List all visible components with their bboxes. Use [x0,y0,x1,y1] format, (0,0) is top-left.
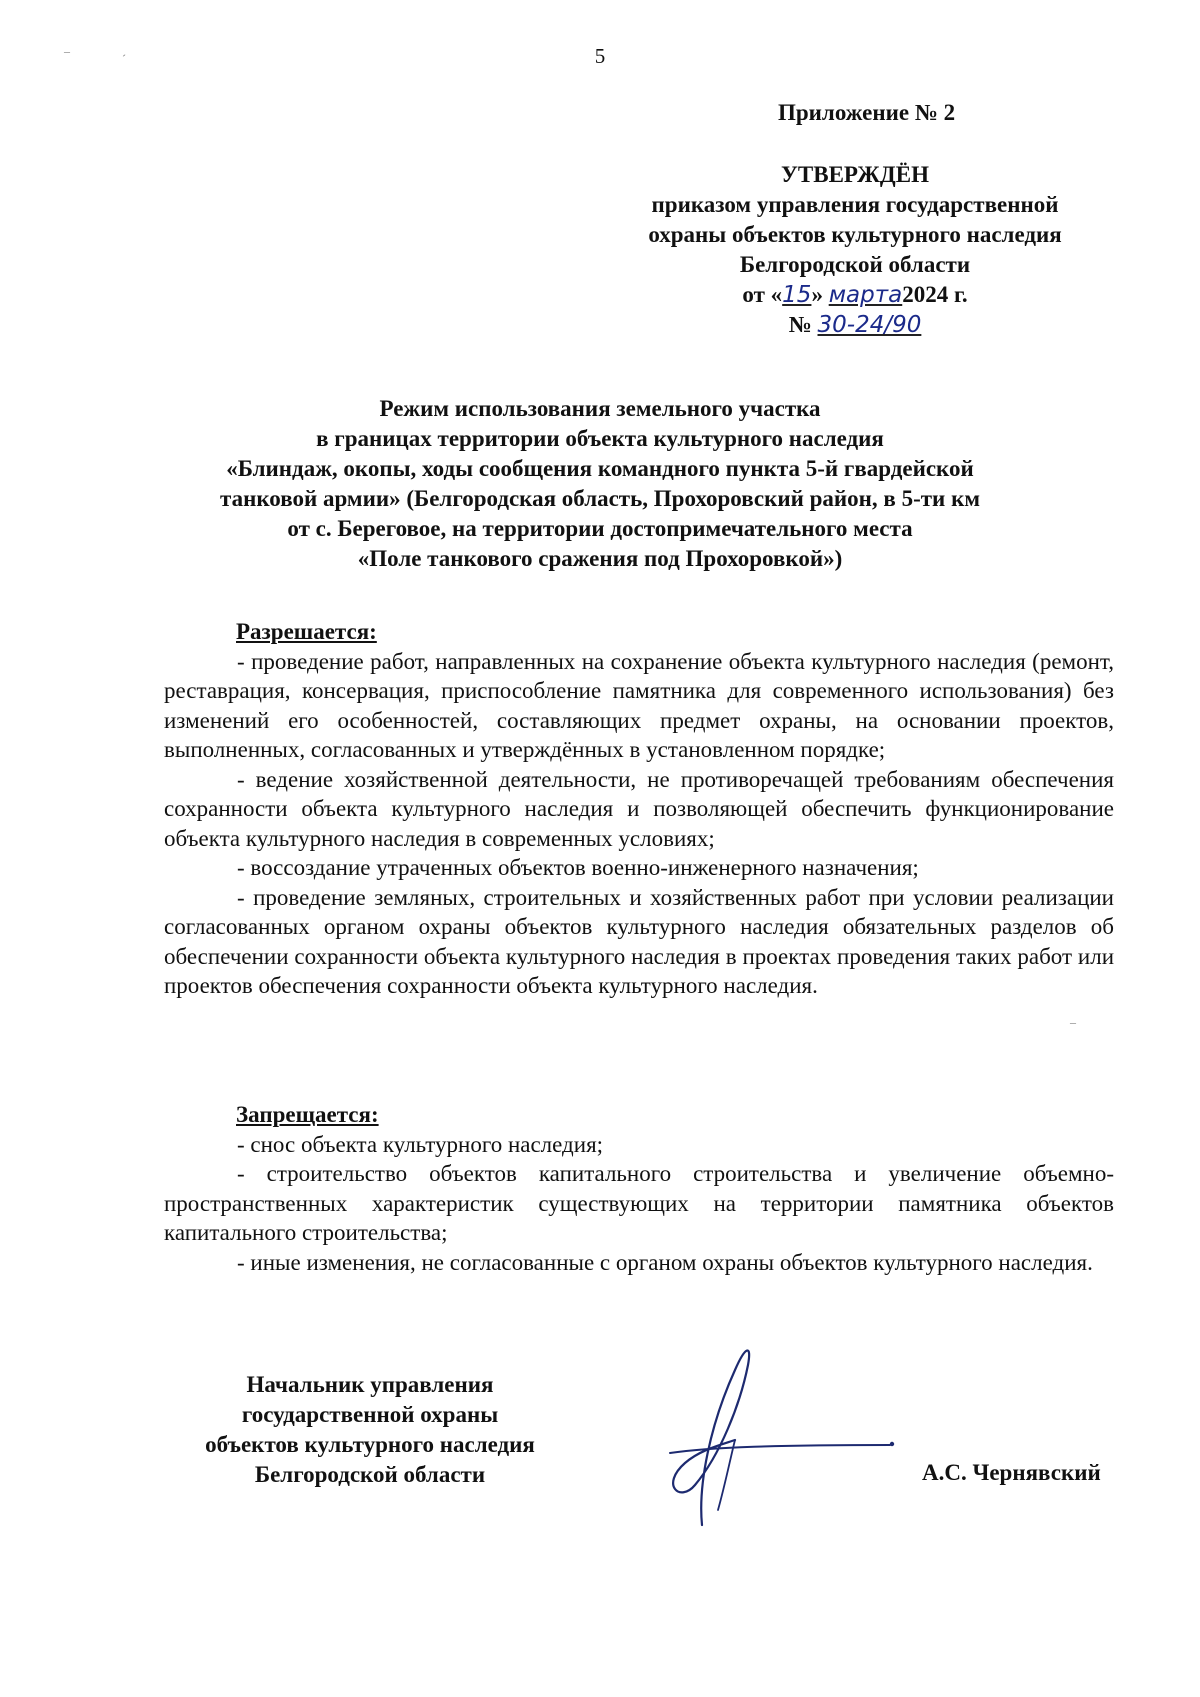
page-number: 5 [594,44,606,68]
title-line-4: танковой армии» (Белгородская область, Прохоровский район, в 5-ти км [220,486,980,511]
date-prefix: от « [742,282,783,307]
signatory-line-2: государственной охраны [241,1402,499,1427]
allowed-item: - ведение хозяйственной деятельности, не противоречащей требованиям обеспечения сохранности объекта культурного наследия и позволяющей обеспечить функционирование объекта культурного наследия в современных условиях; [164,766,1114,851]
forbidden-heading: Запрещается: [236,1102,379,1127]
handwritten-signature [640,1335,900,1535]
document-title [150,394,1050,574]
signatory-name: А.С. Чернявский [922,1460,1101,1485]
title-line-6: «Поле танкового сражения под Прохоровкой») [357,546,843,571]
scan-artifact: ˊ [122,52,126,66]
approval-line-1: приказом управления государственной [651,192,1059,217]
number-value: 30-24/90 [817,312,922,338]
approval-date [610,280,1100,310]
allowed-item: - проведение земляных, строительных и хозяйственных работ при условии реализации согласованных органом охраны объектов культурного наследия обязательных разделов об обеспечении сохранности объекта культурного наследия в проектах проведения таких работ или проектов обеспечения сохранности объекта культурного наследия. [164,884,1114,998]
scan-artifact: – [1070,1015,1076,1029]
allowed-item: - проведение работ, направленных на сохранение объекта культурного наследия (ремонт, реставрация, консервация, приспособление памятника для современного использования) без изменений его особенностей, составляющих предмет охраны, на основании проектов, выполненных, согласованных и утверждённых в установленном порядке; [164,648,1114,762]
number-prefix: № [788,312,812,337]
date-month: марта [828,282,903,308]
scan-artifact: ‒ [64,44,70,58]
forbidden-item: - снос объекта культурного наследия; [237,1131,604,1157]
date-year: 2024 г. [902,282,968,307]
approval-number [610,310,1100,340]
title-line-2: в границах территории объекта культурного наследия [316,426,884,451]
forbidden-section [164,1100,1114,1277]
title-line-1: Режим использования земельного участка [379,396,821,421]
allowed-heading: Разрешается: [236,619,377,644]
signatory-line-4: Белгородской области [254,1462,486,1487]
approval-line-3: Белгородской области [739,252,971,277]
appendix-label: Приложение № 2 [778,100,956,125]
title-line-3: «Блиндаж, окопы, ходы сообщения командного пункта 5-й гвардейской [226,456,974,481]
allowed-item: - воссоздание утраченных объектов военно-инженерного назначения; [237,855,919,880]
date-day: 15 [782,282,812,308]
date-mid: » [811,282,823,307]
forbidden-item: - строительство объектов капитального строительства и увеличение объемно-пространственных характеристик существующих на территории памятника объектов капитального строительства; [164,1161,1114,1245]
signatory-title [170,1370,570,1490]
signatory-line-1: Начальник управления [246,1372,494,1397]
forbidden-item: - иные изменения, не согласованные с органом охраны объектов культурного наследия. [237,1249,1093,1275]
approval-status: УТВЕРЖДЁН [781,162,929,187]
approval-line-2: охраны объектов культурного наследия [648,222,1062,247]
title-line-5: от с. Береговое, на территории достопримечательного места [287,516,913,541]
signatory-line-3: объектов культурного наследия [205,1432,535,1457]
allowed-section [164,617,1114,1001]
approval-block [610,160,1100,340]
